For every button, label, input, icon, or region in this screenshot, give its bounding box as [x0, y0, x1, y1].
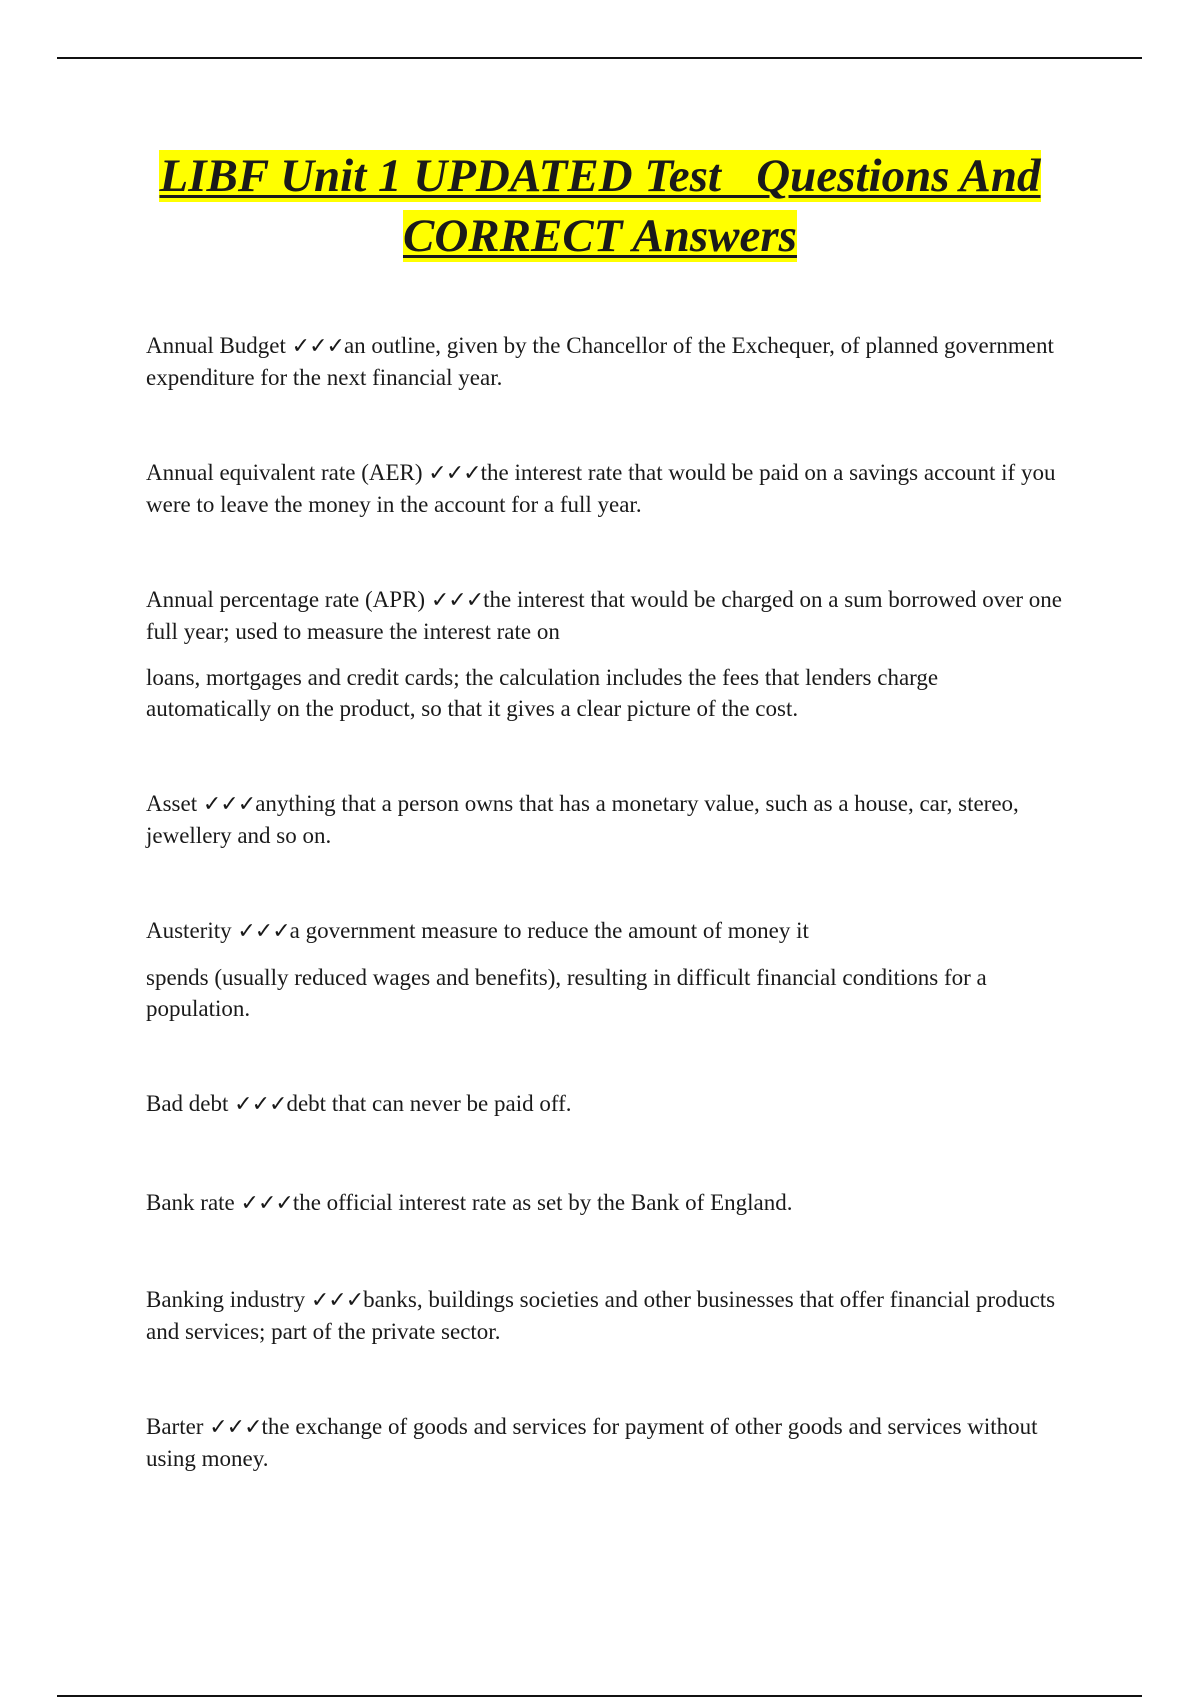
- entry-main: [146, 915, 1066, 947]
- entry-definition: the exchange of goods and services for payment of other goods and services without using money.: [146, 1414, 1038, 1471]
- entry-term: Bad debt: [146, 1091, 229, 1116]
- check-marks-icon: ✓✓✓: [234, 1092, 287, 1117]
- check-marks-icon: ✓✓✓: [202, 792, 256, 817]
- check-marks-icon: ✓✓✓: [430, 588, 484, 613]
- entry-continuation: loans, mortgages and credit cards; the calculation includes the fees that lenders charge automatically on the product, so that it gives a clear picture of the cost.: [146, 665, 939, 721]
- entry-term: Banking industry: [146, 1287, 306, 1312]
- entry-main: [146, 1284, 1066, 1347]
- bottom-rule: [57, 1695, 1142, 1697]
- check-marks-icon: ✓✓✓: [310, 1288, 364, 1313]
- check-marks-icon: ✓✓✓: [209, 1415, 262, 1440]
- entry-main: [146, 1088, 1066, 1120]
- entry-term: Barter: [146, 1414, 204, 1439]
- title-text-1: LIBF Unit 1 UPDATED Test Questions And: [159, 150, 1041, 202]
- entry-main: [146, 1411, 1066, 1474]
- check-marks-icon: ✓✓✓: [428, 461, 481, 486]
- top-rule: [57, 57, 1142, 59]
- entry-austerity: [146, 915, 1066, 1024]
- entry-term: Annual Budget: [146, 333, 286, 358]
- entry-annual-budget: [146, 330, 1066, 393]
- entry-main: [146, 457, 1066, 520]
- entry-definition: banks, buildings societies and other businesses that offer financial products and services; part of the private sector.: [146, 1287, 1056, 1344]
- entry-continuation: spends (usually reduced wages and benefits), resulting in difficult financial conditions for a population.: [146, 965, 987, 1021]
- entry-term: Annual equivalent rate (AER): [146, 460, 423, 485]
- entry-apr: [146, 584, 1066, 724]
- entry-definition: an outline, given by the Chancellor of the Exchequer, of planned government expenditure for the next financial year.: [146, 333, 1054, 390]
- check-marks-icon: ✓✓✓: [240, 1191, 293, 1216]
- title-line-1: [145, 146, 1055, 206]
- entry-main: [146, 584, 1066, 647]
- entry-term: Asset: [146, 791, 198, 816]
- entry-definition: the interest that would be charged on a sum borrowed over one full year; used to measure the interest rate on: [146, 587, 1063, 644]
- document-title: [145, 146, 1055, 266]
- entry-bad-debt: [146, 1088, 1066, 1120]
- entry-asset: [146, 788, 1066, 851]
- entry-main: [146, 788, 1066, 851]
- entry-main: [146, 1187, 1066, 1219]
- entry-term: Bank rate: [146, 1190, 235, 1215]
- entry-main: [146, 330, 1066, 393]
- title-line-2: [145, 206, 1055, 266]
- entry-term: Annual percentage rate (APR): [146, 587, 426, 612]
- entry-banking-industry: [146, 1284, 1066, 1347]
- entry-definition: debt that can never be paid off.: [286, 1091, 572, 1116]
- entry-definition: the official interest rate as set by the Bank of England.: [292, 1190, 793, 1215]
- entry-aer: [146, 457, 1066, 520]
- entry-barter: [146, 1411, 1066, 1474]
- entry-definition: a government measure to reduce the amount of money it: [289, 918, 809, 943]
- check-marks-icon: ✓✓✓: [237, 919, 290, 944]
- entry-definition: the interest rate that would be paid on a savings account if you were to leave the money in the account for a full year.: [146, 460, 1056, 517]
- title-text-2: CORRECT Answers: [403, 210, 797, 262]
- entry-bank-rate: [146, 1187, 1066, 1219]
- entry-term: Austerity: [146, 918, 232, 943]
- entry-definition: anything that a person owns that has a monetary value, such as a house, car, stereo, jewellery and so on.: [146, 791, 1019, 848]
- check-marks-icon: ✓✓✓: [291, 334, 344, 359]
